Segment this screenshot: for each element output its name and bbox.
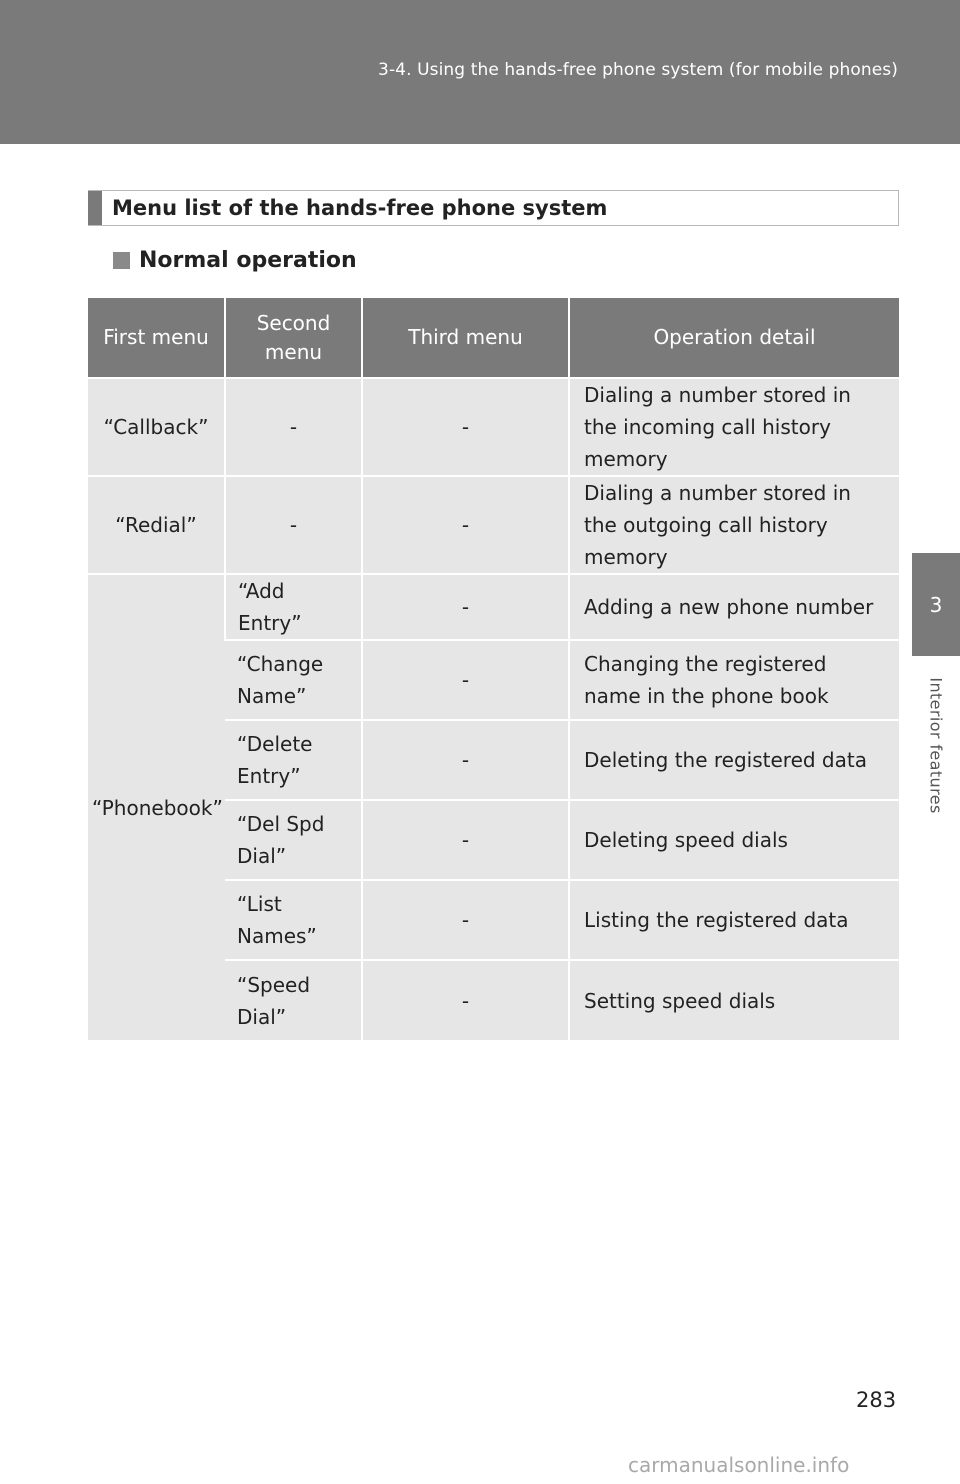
operation-detail-cell: Setting speed dials: [569, 960, 899, 1040]
operation-detail-cell: Dialing a number stored in the outgoing call history memory: [569, 476, 899, 574]
header-second-menu: Second menu: [225, 298, 362, 378]
table-row: [88, 574, 899, 640]
header-title: 3-4. Using the hands-free phone system (for mobile phones): [378, 60, 898, 80]
header-band: [0, 0, 960, 144]
third-menu-cell: -: [362, 640, 569, 720]
second-menu-cell: -: [225, 476, 362, 574]
second-menu-cell: -: [225, 378, 362, 476]
first-menu-cell: “Callback”: [88, 378, 225, 476]
second-menu-cell: “Add Entry”: [225, 574, 362, 640]
menu-list-table: [88, 298, 899, 1040]
second-menu-cell: “Delete Entry”: [225, 720, 362, 800]
second-menu-cell: “Change Name”: [225, 640, 362, 720]
operation-detail-cell: Listing the registered data: [569, 880, 899, 960]
subheading: [113, 248, 357, 273]
page-number: 283: [856, 1388, 897, 1412]
section-title-box: [88, 190, 899, 226]
operation-detail-cell: Adding a new phone number: [569, 574, 899, 640]
chapter-tab-number[interactable]: 3: [912, 553, 960, 656]
subheading-text: Normal operation: [139, 248, 357, 273]
third-menu-cell: -: [362, 960, 569, 1040]
third-menu-cell: -: [362, 800, 569, 880]
second-menu-cell: “List Names”: [225, 880, 362, 960]
first-menu-cell: “Redial”: [88, 476, 225, 574]
header-first-menu: First menu: [88, 298, 225, 378]
operation-detail-cell: Deleting the registered data: [569, 720, 899, 800]
operation-detail-cell: Dialing a number stored in the incoming call history memory: [569, 378, 899, 476]
third-menu-cell: -: [362, 720, 569, 800]
header-operation-detail: Operation detail: [569, 298, 899, 378]
first-menu-cell-phonebook: “Phonebook”: [88, 574, 225, 1040]
third-menu-cell: -: [362, 476, 569, 574]
chapter-tab-label: [912, 665, 960, 825]
third-menu-cell: -: [362, 574, 569, 640]
operation-detail-cell: Changing the registered name in the phone book: [569, 640, 899, 720]
watermark: carmanualsonline.info: [628, 1453, 850, 1477]
square-icon: [113, 252, 130, 269]
table-row: [88, 476, 899, 574]
second-menu-cell: “Speed Dial”: [225, 960, 362, 1040]
second-menu-cell: “Del Spd Dial”: [225, 800, 362, 880]
third-menu-cell: -: [362, 880, 569, 960]
header-third-menu: Third menu: [362, 298, 569, 378]
section-title-bar: [88, 191, 102, 225]
section-title: Menu list of the hands-free phone system: [112, 196, 608, 220]
chapter-tab-label-text: Interior features: [926, 676, 946, 814]
table-row: [88, 378, 899, 476]
table-header-row: [88, 298, 899, 378]
third-menu-cell: -: [362, 378, 569, 476]
operation-detail-cell: Deleting speed dials: [569, 800, 899, 880]
